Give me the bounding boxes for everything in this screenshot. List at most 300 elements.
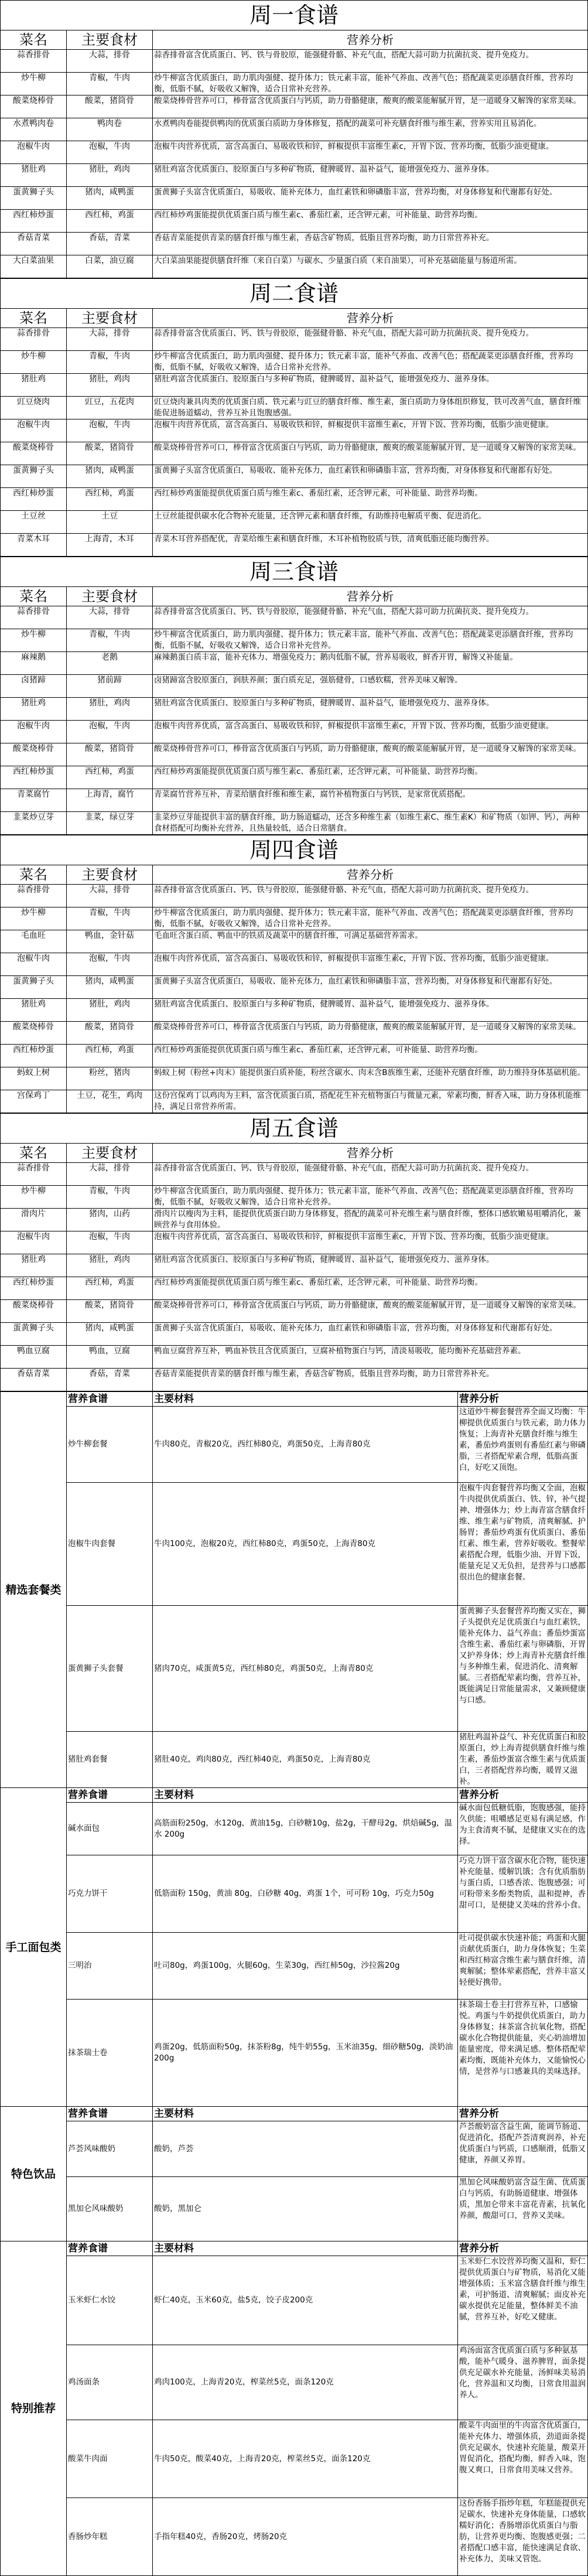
dish-row <box>1 397 588 419</box>
dish-analysis: 韭菜炒豆芽能提供丰富的膳食纤维，助力肠道蠕动，还含多种维生素（如维生素C、维生素K）和矿物质（如钾、钙），两种食材搭配可均衡补充营养，且热量较低，适合日常膳食。 <box>153 812 588 835</box>
week-title: 周五食谱 <box>1 1114 588 1144</box>
dish-ingredients: 泡椒，牛肉 <box>67 1231 153 1254</box>
special-recipe-name: 鸡汤面条 <box>67 2345 153 2420</box>
dish-ingredients: 青椒，牛肉 <box>67 907 153 930</box>
week-menu-table-5 <box>0 1113 588 1391</box>
dish-name: 猪肚鸡 <box>1 999 67 1022</box>
dish-row <box>1 953 588 976</box>
week-menu-table-1 <box>0 0 588 278</box>
dish-row <box>1 930 588 953</box>
dish-analysis: 猪肚鸡富含优质蛋白、胶原蛋白与多种矿物质，健脾暖胃、温补益气，能增强免疫力、滋养身体。 <box>153 374 588 397</box>
dish-name: 蛋黄狮子头 <box>1 465 67 488</box>
special-analysis: 黑加仑风味酸奶富含益生菌、优质蛋白与钙质，有助肠道健康、增强体质，黑加仑带来丰富花青素，抗氧化养颜，酸甜可口，营养又美味。 <box>458 2177 588 2241</box>
dish-ingredients: 酸菜，猪筒骨 <box>67 1022 153 1045</box>
dish-row <box>1 141 588 164</box>
dish-ingredients: 猪肚，鸡肉 <box>67 698 153 721</box>
dish-name: 炒牛柳 <box>1 907 67 930</box>
header-recipe: 营养食谱 <box>67 2241 153 2256</box>
dish-name: 滑肉片 <box>1 1209 67 1231</box>
special-category: 特别推荐 <box>1 2241 67 2576</box>
special-materials: 低筋面粉 150g，黄油 80g，白砂糖 40g，鸡蛋 1个，可可粉 10g，巧克力50g <box>153 1855 458 1933</box>
dish-row <box>1 698 588 721</box>
dish-row <box>1 907 588 930</box>
header-dish-name: 菜名 <box>1 587 67 606</box>
dish-row <box>1 442 588 465</box>
dish-name: 泡椒牛肉 <box>1 721 67 743</box>
special-recipe-name: 炒牛柳套餐 <box>67 1407 153 1483</box>
dish-ingredients: 酸菜，猪筒骨 <box>67 95 153 118</box>
dish-name: 西红柿炒蛋 <box>1 1277 67 1300</box>
dish-analysis: 蒜香排骨富含优质蛋白、钙、铁与骨胶原，能强健骨骼、补充气血，搭配大蒜可助力抗菌抗炎、提升免疫力。 <box>153 1163 588 1186</box>
dish-ingredients: 青椒，牛肉 <box>67 1186 153 1209</box>
dish-analysis: 蒜香排骨富含优质蛋白、钙、铁与骨胶原，能强健骨骼、补充气血，搭配大蒜可助力抗菌抗炎、提升免疫力。 <box>153 885 588 907</box>
special-analysis: 吐司提供碳水快速补能；鸡蛋和火腿贡献优质蛋白，助力身体恢复；生菜和西红柿富含维生素与膳食纤维，清爽解腻；整体荤素搭配，营养丰富又轻便好携带。 <box>458 1933 588 2000</box>
specials-table <box>0 1391 588 2576</box>
dish-analysis: 蛋黄狮子头富含优质蛋白，易吸收、能补充体力，血红素铁和卵磷脂丰富，营养均衡，对身体修复和代谢都有好处。 <box>153 187 588 210</box>
dish-ingredients: 豇豆，五花肉 <box>67 397 153 419</box>
special-materials: 吐司80g，鸡蛋100g，火腿60g，生菜30g，西红柿50g，沙拉酱20g <box>153 1933 458 2000</box>
dish-ingredients: 西红柿，鸡蛋 <box>67 766 153 789</box>
special-analysis: 蛋黄狮子头套餐营养均衡又实在，狮子头提供充足优质蛋白与血红素铁，能补充体力、益气养血；番茄炒蛋富含维生素、番茄红素与卵磷脂，开胃又护养身体；炒上海青补充膳食纤维与多种维生素，促进消化、清爽解腻。三者搭配荤素均衡，营养互补，既能满足日常能量需求，又兼顾健康与口感。 <box>458 1606 588 1732</box>
week-menu-table-2 <box>0 278 588 557</box>
dish-name: 西红柿炒蛋 <box>1 210 67 233</box>
header-recipe: 营养食谱 <box>67 2107 153 2121</box>
special-item-row <box>1 2345 588 2420</box>
dish-ingredients: 香菇，青菜 <box>67 1369 153 1391</box>
dish-name: 蚂蚁上树 <box>1 1067 67 1090</box>
dish-row <box>1 766 588 789</box>
special-header-row <box>1 1788 588 1803</box>
dish-analysis: 炒牛柳富含优质蛋白，助力肌肉强健、提升体力；铁元素丰富，能补气养血、改善气色；搭配蔬菜更添膳食纤维，营养均衡，低脂不腻，好吸收又解馋，适合日常补充营养。 <box>153 1186 588 1209</box>
dish-ingredients: 上海青，腐竹 <box>67 789 153 812</box>
dish-row <box>1 1186 588 1209</box>
dish-ingredients: 猪肚，鸡肉 <box>67 164 153 187</box>
dish-row <box>1 606 588 629</box>
dish-name: 毛血旺 <box>1 930 67 953</box>
dish-analysis: 西红柿炒鸡蛋能提供优质蛋白质与维生素c、番茄红素，还含钾元素，可补能量、助营养均衡。 <box>153 488 588 511</box>
dish-name: 炒牛柳 <box>1 351 67 374</box>
dish-ingredients: 香菇，青菜 <box>67 233 153 255</box>
header-dish-name: 菜名 <box>1 309 67 328</box>
week-title: 周一食谱 <box>1 1 588 30</box>
header-analysis: 营养分析 <box>153 1144 588 1163</box>
dish-ingredients: 上海青，木耳 <box>67 534 153 557</box>
dish-name: 猪肚鸡 <box>1 698 67 721</box>
dish-analysis: 西红柿炒鸡蛋能提供优质蛋白质与维生素c、番茄红素，还含钾元素，可补能量、助营养均衡。 <box>153 766 588 789</box>
dish-name: 蒜香排骨 <box>1 606 67 629</box>
dish-name: 豇豆烧肉 <box>1 397 67 419</box>
dish-analysis: 泡椒牛肉营养优质，富含高蛋白、易吸收铁和锌，鲜椒提供丰富维生素c，开胃下饭、营养均衡，低脂少油更健康。 <box>153 419 588 442</box>
dish-row <box>1 721 588 743</box>
dish-row <box>1 1231 588 1254</box>
dish-name: 卤猪蹄 <box>1 675 67 698</box>
special-materials: 酸奶，芦荟 <box>153 2121 458 2177</box>
special-category: 手工面包类 <box>1 1788 67 2107</box>
special-item-row <box>1 2121 588 2177</box>
dish-name: 泡椒牛肉 <box>1 1231 67 1254</box>
dish-analysis: 炒牛柳富含优质蛋白，助力肌肉强健、提升体力；铁元素丰富，能补气养血、改善气色；搭配蔬菜更添膳食纤维，营养均衡，低脂不腻，好吸收又解馋，适合日常补充营养。 <box>153 629 588 652</box>
dish-ingredients: 大蒜，排骨 <box>67 50 153 73</box>
special-analysis: 玉米虾仁水饺营养均衡又温和，虾仁提供优质蛋白与矿物质，易消化又能增强体质；玉米富含膳食纤维与维生素，可护肠道、清爽解腻；面皮补充碳水提供充足能量，整体鲜美不油腻，营养互补，好吃又健康。 <box>458 2256 588 2345</box>
dish-name: 蛋黄狮子头 <box>1 1323 67 1346</box>
dish-name: 猪肚鸡 <box>1 164 67 187</box>
dish-ingredients: 粉丝，猪肉 <box>67 1067 153 1090</box>
dish-analysis: 蒜香排骨富含优质蛋白、钙、铁与骨胶原，能强健骨骼、补充气血，搭配大蒜可助力抗菌抗炎、提升免疫力。 <box>153 328 588 351</box>
dish-name: 炒牛柳 <box>1 73 67 95</box>
dish-row <box>1 1022 588 1045</box>
dish-ingredients: 西红柿，鸡蛋 <box>67 488 153 511</box>
special-analysis: 抹茶瑞士卷主打营养互补，口感愉悦。鸡蛋与牛奶提供优质蛋白，助力身体修复；抹茶富含抗氧化物，搭配碳水化合物提供能量，夹心奶油增加能量密度，带来满足感。整体搭配荤素均衡，既能补充体力，又能愉悦心情，是营养与口感兼具的美味选择。 <box>458 2000 588 2107</box>
dish-ingredients: 白菜，油豆腐 <box>67 255 153 278</box>
dish-name: 炒牛柳 <box>1 629 67 652</box>
dish-row <box>1 210 588 233</box>
dish-ingredients: 酸菜，猪筒骨 <box>67 442 153 465</box>
special-analysis: 这道炒牛柳套餐营养全面又均衡：牛柳提供优质蛋白与铁元素，助力体力恢复；上海青补充膳食纤维与维生素，番茄炒鸡蛋则有番茄红素与卵磷脂，三者搭配荤素合理，低脂高蛋白，好吃又顶饱。 <box>458 1407 588 1483</box>
dish-ingredients: 西红柿，鸡蛋 <box>67 210 153 233</box>
special-item-row <box>1 2256 588 2345</box>
special-item-row <box>1 1732 588 1788</box>
special-recipe-name: 黑加仑风味酸奶 <box>67 2177 153 2241</box>
special-materials: 牛肉50克，酸菜40克，上海青20克，榨菜丝5克，面条120克 <box>153 2420 458 2498</box>
dish-ingredients: 猪肉，咸鸭蛋 <box>67 465 153 488</box>
header-analysis: 营养分析 <box>153 30 588 50</box>
dish-ingredients: 酸菜，猪筒骨 <box>67 1300 153 1323</box>
dish-analysis: 蒜香排骨富含优质蛋白、钙、铁与骨胶原，能强健骨骼、补充气血，搭配大蒜可助力抗菌抗炎、提升免疫力。 <box>153 606 588 629</box>
dish-analysis: 蛋黄狮子头富含优质蛋白，易吸收、能补充体力，血红素铁和卵磷脂丰富，营养均衡，对身体修复和代谢都有好处。 <box>153 1323 588 1346</box>
header-ingredients: 主要食材 <box>67 587 153 606</box>
dish-row <box>1 1346 588 1369</box>
special-materials: 高筋面粉250g，水120g，黄油15g，白砂糖10g，盐2g，干酵母2g，烘焙碱5g，温水 200g <box>153 1803 458 1855</box>
dish-name: 猪肚鸡 <box>1 1254 67 1277</box>
dish-row <box>1 1090 588 1113</box>
dish-row <box>1 534 588 557</box>
dish-row <box>1 95 588 118</box>
dish-name: 酸菜烧棒骨 <box>1 95 67 118</box>
dish-ingredients: 猪肉，咸鸭蛋 <box>67 976 153 999</box>
header-analysis: 营养分析 <box>153 309 588 328</box>
dish-analysis: 泡椒牛肉营养优质，富含高蛋白、易吸收铁和锌，鲜椒提供丰富维生素c，开胃下饭、营养均衡，低脂少油更健康。 <box>153 141 588 164</box>
header-ingredients: 主要食材 <box>67 865 153 885</box>
special-analysis: 鸡汤面富含优质蛋白质与多种氨基酸，能补气暖身、滋养脾胃，面条提供充足碳水补充能量，汤鲜味美易消化，营养温和又均衡，日常食用温润养人。 <box>458 2345 588 2420</box>
dish-name: 西红柿炒蛋 <box>1 766 67 789</box>
dish-ingredients: 土豆，花生，鸡肉 <box>67 1090 153 1113</box>
dish-ingredients: 青椒，牛肉 <box>67 629 153 652</box>
dish-ingredients: 泡椒，牛肉 <box>67 721 153 743</box>
dish-analysis: 滑肉片以瘦肉为主料，能提供优质蛋白助力身体修复，搭配的蔬菜可补充维生素与膳食纤维，整体口感软嫩易咀嚼消化，兼顾营养与食用体验。 <box>153 1209 588 1231</box>
dish-row <box>1 1254 588 1277</box>
special-item-row <box>1 1606 588 1732</box>
dish-name: 香菇青菜 <box>1 1369 67 1391</box>
dish-name: 香菇青菜 <box>1 233 67 255</box>
dish-row <box>1 675 588 698</box>
dish-row <box>1 511 588 534</box>
dish-ingredients: 猪肚，鸡肉 <box>67 1254 153 1277</box>
special-item-row <box>1 2420 588 2498</box>
special-recipe-name: 碱水面包 <box>67 1803 153 1855</box>
dish-name: 蒜香排骨 <box>1 885 67 907</box>
dish-row <box>1 419 588 442</box>
dish-ingredients: 酸菜，猪筒骨 <box>67 743 153 766</box>
header-materials: 主要材料 <box>153 1392 458 1407</box>
dish-ingredients: 大蒜，排骨 <box>67 328 153 351</box>
dish-analysis: 猪肚鸡富含优质蛋白、胶原蛋白与多种矿物质，健脾暖胃、温补益气，能增强免疫力、滋养身体。 <box>153 1254 588 1277</box>
header-recipe: 营养食谱 <box>67 1392 153 1407</box>
dish-ingredients: 猪肚，鸡肉 <box>67 999 153 1022</box>
special-recipe-name: 玉米虾仁水饺 <box>67 2256 153 2345</box>
dish-name: 泡椒牛肉 <box>1 953 67 976</box>
special-header-row <box>1 2107 588 2121</box>
dish-row <box>1 1209 588 1231</box>
dish-analysis: 酸菜烧棒骨营养可口，棒骨富含优质蛋白与钙质，助力骨骼健康，酸爽的酸菜能解腻开胃，是一道暖身又解馋的家常美味。 <box>153 95 588 118</box>
dish-row <box>1 328 588 351</box>
dish-analysis: 蛋黄狮子头富含优质蛋白，易吸收、能补充体力，血红素铁和卵磷脂丰富，营养均衡，对身体修复和代谢都有好处。 <box>153 976 588 999</box>
header-materials: 主要材料 <box>153 2107 458 2121</box>
header-ingredients: 主要食材 <box>67 30 153 50</box>
dish-name: 土豆丝 <box>1 511 67 534</box>
dish-analysis: 猪肚鸡富含优质蛋白、胶原蛋白与多种矿物质，健脾暖胃、温补益气，能增强免疫力、滋养身体。 <box>153 164 588 187</box>
special-materials: 牛肉80克，青椒20克，西红柿80克，鸡蛋50克，上海青80克 <box>153 1407 458 1483</box>
dish-analysis: 泡椒牛肉营养优质，富含高蛋白、易吸收铁和锌，鲜椒提供丰富维生素c，开胃下饭、营养均衡，低脂少油更健康。 <box>153 1231 588 1254</box>
dish-row <box>1 789 588 812</box>
dish-name: 蛋黄狮子头 <box>1 976 67 999</box>
special-recipe-name: 泡椒牛肉套餐 <box>67 1483 153 1606</box>
dish-name: 青菜腐竹 <box>1 789 67 812</box>
dish-analysis: 香菇青菜能提供青菜的膳食纤维与维生素，香菇含矿物质，低脂且营养均衡，助力日常营养补充。 <box>153 1369 588 1391</box>
dish-row <box>1 976 588 999</box>
dish-analysis: 炒牛柳富含优质蛋白，助力肌肉强健、提升体力；铁元素丰富，能补气养血、改善气色；搭配蔬菜更添膳食纤维，营养均衡，低脂不腻，好吸收又解馋，适合日常补充营养。 <box>153 73 588 95</box>
dish-row <box>1 374 588 397</box>
dish-row <box>1 351 588 374</box>
dish-ingredients: 土豆 <box>67 511 153 534</box>
dish-name: 泡椒牛肉 <box>1 141 67 164</box>
dish-row <box>1 255 588 278</box>
dish-analysis: 酸菜烧棒骨营养可口，棒骨富含优质蛋白与钙质，助力骨骼健康，酸爽的酸菜能解腻开胃，是一道暖身又解馋的家常美味。 <box>153 1300 588 1323</box>
dish-analysis: 猪肚鸡富含优质蛋白、胶原蛋白与多种矿物质，健脾暖胃、温补益气，能增强免疫力、滋养身体。 <box>153 999 588 1022</box>
dish-name: 炒牛柳 <box>1 1186 67 1209</box>
header-analysis: 营养分析 <box>153 865 588 885</box>
dish-row <box>1 1067 588 1090</box>
dish-row <box>1 50 588 73</box>
dish-name: 西红柿炒蛋 <box>1 488 67 511</box>
special-item-row <box>1 1407 588 1483</box>
dish-name: 蒜香排骨 <box>1 50 67 73</box>
special-recipe-name: 猪肚鸡套餐 <box>67 1732 153 1788</box>
dish-analysis: 泡椒牛肉营养优质，富含高蛋白、易吸收铁和锌，鲜椒提供丰富维生素c，开胃下饭、营养均衡，低脂少油更健康。 <box>153 953 588 976</box>
special-materials: 手指年糕40克，香肠20克，烤肠20克 <box>153 2498 458 2576</box>
dish-analysis: 蚂蚁上树（粉丝+肉末）能提供蛋白质补能，粉丝含碳水、肉末含B族维生素，还能补充膳食纤维，助力维持身体基础机能。 <box>153 1067 588 1090</box>
dish-ingredients: 猪肉，山药 <box>67 1209 153 1231</box>
dish-row <box>1 1300 588 1323</box>
dish-ingredients: 猪肚，鸡肉 <box>67 374 153 397</box>
dish-analysis: 卤猪蹄富含胶原蛋白，润肤养颜；蛋白质充足，强筋健骨，口感软糯，营养美味又解馋。 <box>153 675 588 698</box>
special-recipe-name: 抹茶瑞士卷 <box>67 2000 153 2107</box>
dish-analysis: 麻辣鹅蛋白质丰富，能补充体力、增强免疫力；鹅肉低脂不腻，营养易吸收，鲜香开胃，解馋又补能量。 <box>153 652 588 675</box>
dish-ingredients: 大蒜，排骨 <box>67 885 153 907</box>
dish-ingredients: 泡椒，牛肉 <box>67 419 153 442</box>
dish-analysis: 猪肚鸡富含优质蛋白、胶原蛋白与多种矿物质，健脾暖胃、温补益气，能增强免疫力、滋养身体。 <box>153 698 588 721</box>
week-title: 周二食谱 <box>1 279 588 309</box>
header-analysis: 营养分析 <box>458 2241 588 2256</box>
dish-analysis: 酸菜烧棒骨营养可口，棒骨富含优质蛋白与钙质，助力骨骼健康，酸爽的酸菜能解腻开胃，是一道暖身又解馋的家常美味。 <box>153 1022 588 1045</box>
dish-analysis: 这份宫保鸡丁以鸡肉为主料，富含优质蛋白质，搭配花生补充植物蛋白与微量元素，荤素均衡，鲜香入味，助力身体机能维持，满足日常营养所需。 <box>153 1090 588 1113</box>
dish-ingredients: 韭菜，绿豆芽 <box>67 812 153 835</box>
dish-analysis: 水煮鸭肉卷能提供鸭肉的优质蛋白质助力身体修复，搭配的蔬菜可补充膳食纤维与维生素，营养实用且易消化。 <box>153 118 588 141</box>
dish-name: 大白菜油果 <box>1 255 67 278</box>
dish-name: 水煮鸭肉卷 <box>1 118 67 141</box>
dish-name: 麻辣鹅 <box>1 652 67 675</box>
dish-ingredients: 猪肉，咸鸭蛋 <box>67 187 153 210</box>
header-analysis: 营养分析 <box>458 2107 588 2121</box>
special-materials: 酸奶，黑加仑 <box>153 2177 458 2241</box>
dish-name: 酸菜烧棒骨 <box>1 743 67 766</box>
special-header-row <box>1 1392 588 1407</box>
header-dish-name: 菜名 <box>1 30 67 50</box>
dish-row <box>1 187 588 210</box>
week-menu-table-4 <box>0 835 588 1113</box>
dish-analysis: 酸菜烧棒骨营养可口，棒骨富含优质蛋白与钙质，助力骨骼健康，酸爽的酸菜能解腻开胃，是一道暖身又解馋的家常美味。 <box>153 743 588 766</box>
week-title: 周三食谱 <box>1 557 588 587</box>
special-analysis: 泡椒牛肉套餐营养均衡又全面，泡椒牛肉提供优质蛋白、铁、锌，补气提神、增强体力；炒上海青富含膳食纤维、维生素与矿物质，清爽解腻、护肠胃；番茄炒鸡蛋有优质蛋白、番茄红素、维生素，营养好吸收。整餐荤素搭配合理，低脂少油、开胃下饭，能量充足又无负担，是营养与口感都很出色的健康套餐。 <box>458 1483 588 1606</box>
dish-row <box>1 73 588 95</box>
header-analysis: 营养分析 <box>458 1788 588 1803</box>
dish-row <box>1 652 588 675</box>
special-category: 精选套餐类 <box>1 1392 67 1788</box>
dish-row <box>1 233 588 255</box>
special-analysis: 这份香肠手指炒年糕，年糕能提供充足碳水，快速补充身体能量，口感软糯好消化；香肠增添优质蛋白与脂肪，让营养更均衡、饱腹感更强；二者搭配口感丰富，能快速满足食欲、补充体力，美味又管饱。 <box>458 2498 588 2576</box>
special-item-row <box>1 1803 588 1855</box>
dish-analysis: 青菜腐竹营养互补，青菜给膳食纤维和维生素，腐竹补植物蛋白与钙铁，是家常优质搭配。 <box>153 789 588 812</box>
week-menu-table-3 <box>0 557 588 835</box>
dish-ingredients: 泡椒，牛肉 <box>67 141 153 164</box>
dish-analysis: 青菜木耳营养搭配优，青菜给维生素和膳食纤维，木耳补植物胶质与铁，清爽低脂还能均衡营养。 <box>153 534 588 557</box>
special-recipe-name: 三明治 <box>67 1933 153 2000</box>
special-category: 特色饮品 <box>1 2107 67 2241</box>
dish-name: 酸菜烧棒骨 <box>1 1300 67 1323</box>
special-materials: 猪肚40克，鸡肉80克，西红柿40克，鸡蛋50克，上海青80克 <box>153 1732 458 1788</box>
dish-name: 蒜香排骨 <box>1 1163 67 1186</box>
dish-row <box>1 743 588 766</box>
dish-analysis: 炒牛柳富含优质蛋白，助力肌肉强健、提升体力；铁元素丰富，能补气养血、改善气色；搭配蔬菜更添膳食纤维，营养均衡，低脂不腻，好吸收又解馋，适合日常补充营养。 <box>153 907 588 930</box>
dish-ingredients: 鸭血，金针菇 <box>67 930 153 953</box>
header-analysis: 营养分析 <box>458 1392 588 1407</box>
dish-row <box>1 488 588 511</box>
header-ingredients: 主要食材 <box>67 309 153 328</box>
dish-ingredients: 大蒜，排骨 <box>67 1163 153 1186</box>
header-analysis: 营养分析 <box>153 587 588 606</box>
special-recipe-name: 香肠炒年糕 <box>67 2498 153 2576</box>
week-title: 周四食谱 <box>1 835 588 865</box>
dish-name: 酸菜烧棒骨 <box>1 1022 67 1045</box>
dish-name: 蛋黄狮子头 <box>1 187 67 210</box>
dish-row <box>1 999 588 1022</box>
special-materials: 牛肉100克，泡椒20克，西红柿80克，鸡蛋50克，上海青80克 <box>153 1483 458 1606</box>
dish-name: 青菜木耳 <box>1 534 67 557</box>
dish-ingredients: 老鹅 <box>67 652 153 675</box>
dish-analysis: 毛血旺含蛋白质、鸭血中的铁质及蔬菜中的膳食纤维，可满足基础营养需求。 <box>153 930 588 953</box>
dish-ingredients: 鸭肉卷 <box>67 118 153 141</box>
dish-analysis: 土豆丝能提供碳水化合物补充能量，还含钾元素和膳食纤维，有助维持电解质平衡、促进消化。 <box>153 511 588 534</box>
dish-row <box>1 1323 588 1346</box>
dish-row <box>1 118 588 141</box>
header-dish-name: 菜名 <box>1 865 67 885</box>
dish-ingredients: 大蒜，排骨 <box>67 606 153 629</box>
dish-analysis: 炒牛柳富含优质蛋白，助力肌肉强健、提升体力；铁元素丰富，能补气养血、改善气色；搭配蔬菜更添膳食纤维，营养均衡，低脂不腻，好吸收又解馋，适合日常补充营养。 <box>153 351 588 374</box>
dish-name: 鸭血豆腐 <box>1 1346 67 1369</box>
dish-analysis: 香菇青菜能提供青菜的膳食纤维与维生素，香菇含矿物质，低脂且营养均衡，助力日常营养补充。 <box>153 233 588 255</box>
dish-row <box>1 1045 588 1067</box>
dish-analysis: 西红柿炒鸡蛋能提供优质蛋白质与维生素c、番茄红素，还含钾元素，可补能量、助营养均衡。 <box>153 1045 588 1067</box>
special-materials: 猪肉70克，咸蛋黄5克，西红柿80克，鸡蛋50克，上海青80克 <box>153 1606 458 1732</box>
special-materials: 虾仁40克，玉米60克，盐5克，饺子皮200克 <box>153 2256 458 2345</box>
dish-name: 猪肚鸡 <box>1 374 67 397</box>
header-materials: 主要材料 <box>153 1788 458 1803</box>
dish-name: 宫保鸡丁 <box>1 1090 67 1113</box>
header-recipe: 营养食谱 <box>67 1788 153 1803</box>
dish-row <box>1 629 588 652</box>
dish-analysis: 酸菜烧棒骨营养可口，棒骨富含优质蛋白与钙质，助力骨骼健康，酸爽的酸菜能解腻开胃，是一道暖身又解馋的家常美味。 <box>153 442 588 465</box>
dish-name: 泡椒牛肉 <box>1 419 67 442</box>
dish-name: 西红柿炒蛋 <box>1 1045 67 1067</box>
special-item-row <box>1 1483 588 1606</box>
dish-name: 酸菜烧棒骨 <box>1 442 67 465</box>
dish-ingredients: 鸭血，豆腐 <box>67 1346 153 1369</box>
special-recipe-name: 蛋黄狮子头套餐 <box>67 1606 153 1732</box>
special-materials: 鸡蛋20g，低筋面粉50g，抹茶粉8g，纯牛奶55g，玉米油35g，细砂糖50g，淡奶油200g <box>153 2000 458 2107</box>
dish-row <box>1 465 588 488</box>
dish-analysis: 蒜香排骨富含优质蛋白、钙、铁与骨胶原，能强健骨骼、补充气血，搭配大蒜可助力抗菌抗炎、提升免疫力。 <box>153 50 588 73</box>
special-recipe-name: 芦荟风味酸奶 <box>67 2121 153 2177</box>
dish-ingredients: 西红柿，鸡蛋 <box>67 1277 153 1300</box>
dish-row <box>1 1163 588 1186</box>
header-dish-name: 菜名 <box>1 1144 67 1163</box>
dish-analysis: 西红柿炒鸡蛋能提供优质蛋白质与维生素c、番茄红素，还含钾元素，可补能量、助营养均衡。 <box>153 1277 588 1300</box>
special-materials: 鸡肉100克，上海青20克，榨菜丝5克，面条120克 <box>153 2345 458 2420</box>
dish-row <box>1 812 588 835</box>
special-analysis: 碱水面包低糖低脂，饱腹感强，能持久供能；咀嚼感足更易有满足感，作为主食清爽不腻，是健康又实在的选择。 <box>458 1803 588 1855</box>
dish-row <box>1 1369 588 1391</box>
dish-analysis: 泡椒牛肉营养优质，富含高蛋白、易吸收铁和锌，鲜椒提供丰富维生素c，开胃下饭、营养均衡，低脂少油更健康。 <box>153 721 588 743</box>
dish-analysis: 大白菜油果能提供膳食纤维（来自白菜）与碳水、少量蛋白质（来自油果），可补充基础能量与肠道所需。 <box>153 255 588 278</box>
special-header-row <box>1 2241 588 2256</box>
special-item-row <box>1 2000 588 2107</box>
special-item-row <box>1 1933 588 2000</box>
special-item-row <box>1 2177 588 2241</box>
dish-row <box>1 164 588 187</box>
dish-row <box>1 1277 588 1300</box>
dish-row <box>1 885 588 907</box>
dish-analysis: 蛋黄狮子头富含优质蛋白，易吸收、能补充体力，血红素铁和卵磷脂丰富，营养均衡，对身体修复和代谢都有好处。 <box>153 465 588 488</box>
dish-analysis: 鸭血豆腐营养互补，鸭血补铁且含优质蛋白，豆腐补植物蛋白与钙，清淡易吸收，能均衡补充基础营养素。 <box>153 1346 588 1369</box>
dish-name: 蒜香排骨 <box>1 328 67 351</box>
special-item-row <box>1 1855 588 1933</box>
dish-analysis: 西红柿炒鸡蛋能提供优质蛋白质与维生素c、番茄红素，还含钾元素，可补能量、助营养均衡。 <box>153 210 588 233</box>
special-analysis: 酸菜牛肉面里的牛肉富含优质蛋白，能补充体力、增强体质，劲道面条提供充足碳水，快速补充能量，酸菜开胃促消化，搭配均衡，鲜香入味，饱腹又爽口，日常食用美味又营养。 <box>458 2420 588 2498</box>
dish-ingredients: 猪肉，咸鸭蛋 <box>67 1323 153 1346</box>
dish-ingredients: 猪前蹄 <box>67 675 153 698</box>
dish-ingredients: 西红柿，鸡蛋 <box>67 1045 153 1067</box>
special-analysis: 猪肚鸡温补益气、补充优质蛋白和胶原蛋白，炒上海青提供膳食纤维与维生素，番茄炒蛋富含维生素与优质蛋白，三者搭配营养均衡，暖胃又滋补。 <box>458 1732 588 1788</box>
special-analysis: 巧克力饼干富含碳水化合物，能快速补充能量、缓解饥饿；含有优质脂肪与蛋白质，口感香浓、饱腹感强；可可粉带来多酚类物质，温和提神，香甜可口，是便捷又美味的营养小食。 <box>458 1855 588 1933</box>
dish-name: 韭菜炒豆芽 <box>1 812 67 835</box>
dish-ingredients: 泡椒，牛肉 <box>67 953 153 976</box>
header-materials: 主要材料 <box>153 2241 458 2256</box>
dish-ingredients: 青椒，牛肉 <box>67 73 153 95</box>
special-recipe-name: 巧克力饼干 <box>67 1855 153 1933</box>
special-recipe-name: 酸菜牛肉面 <box>67 2420 153 2498</box>
dish-ingredients: 青椒，牛肉 <box>67 351 153 374</box>
special-analysis: 芦荟酸奶富含益生菌，能调节肠道、促进消化，搭配芦荟清爽润养，补充优质蛋白与钙质，口感顺滑，低脂又健康，养颜又养胃。 <box>458 2121 588 2177</box>
header-ingredients: 主要食材 <box>67 1144 153 1163</box>
